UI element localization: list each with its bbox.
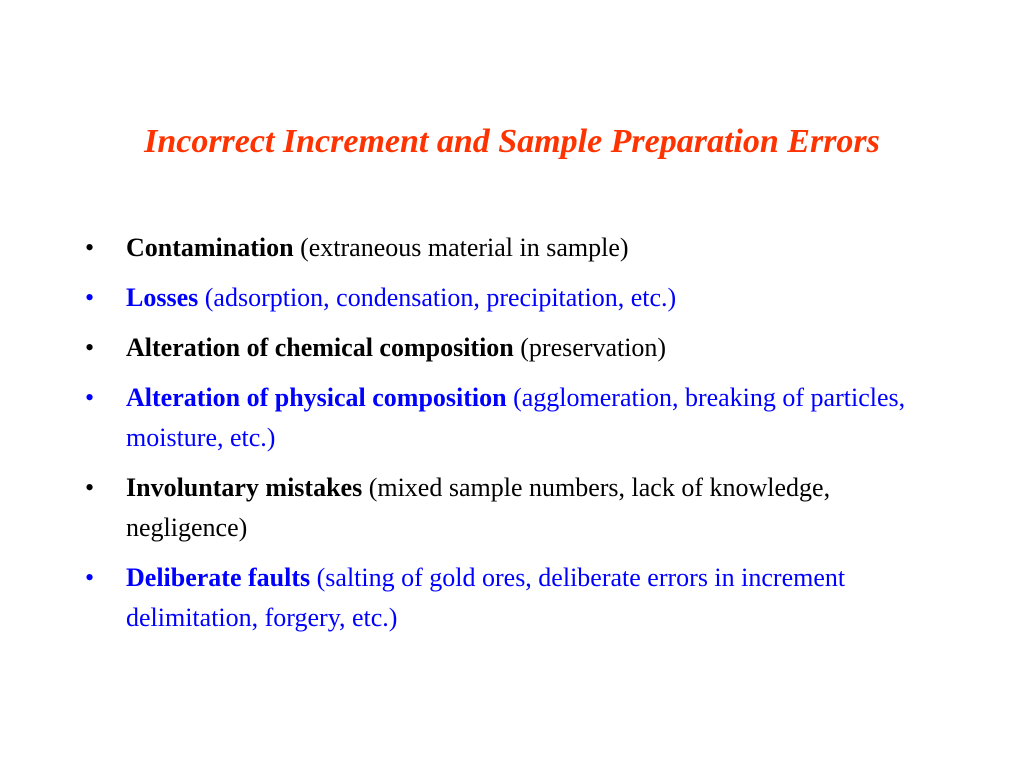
bullet-icon: • xyxy=(85,473,95,502)
bullet-item-losses xyxy=(85,278,945,318)
bullet-icon: • xyxy=(85,563,95,592)
bullet-item-physical-alteration xyxy=(85,378,945,458)
bullet-item-involuntary-mistakes xyxy=(85,468,945,548)
slide-title: Incorrect Increment and Sample Preparation Errors xyxy=(144,123,880,160)
bullet-term: Deliberate faults xyxy=(126,563,311,592)
bullet-detail: (preservation) xyxy=(513,333,667,362)
bullet-item-chemical-alteration xyxy=(85,328,945,368)
bullet-icon: • xyxy=(85,383,95,412)
bullet-item-deliberate-faults xyxy=(85,558,945,638)
bullet-term: Involuntary mistakes xyxy=(126,473,363,502)
bullet-detail: (mixed sample numbers, lack of knowledge, negligence) xyxy=(126,473,831,542)
bullet-term: Contamination xyxy=(126,233,294,262)
bullet-detail: (salting of gold ores, deliberate errors in increment delimitation, forgery, etc.) xyxy=(126,563,846,632)
bullet-icon: • xyxy=(85,333,95,362)
bullet-list xyxy=(85,228,945,648)
bullet-term: Alteration of chemical composition xyxy=(126,333,514,362)
bullet-term: Losses xyxy=(126,283,199,312)
bullet-term: Alteration of physical composition xyxy=(126,383,507,412)
bullet-detail: (extraneous material in sample) xyxy=(293,233,629,262)
bullet-detail: (agglomeration, breaking of particles, moisture, etc.) xyxy=(126,383,906,452)
bullet-item-contamination xyxy=(85,228,945,268)
bullet-detail: (adsorption, condensation, precipitation, etc.) xyxy=(198,283,677,312)
bullet-icon: • xyxy=(85,233,95,262)
bullet-icon: • xyxy=(85,283,95,312)
